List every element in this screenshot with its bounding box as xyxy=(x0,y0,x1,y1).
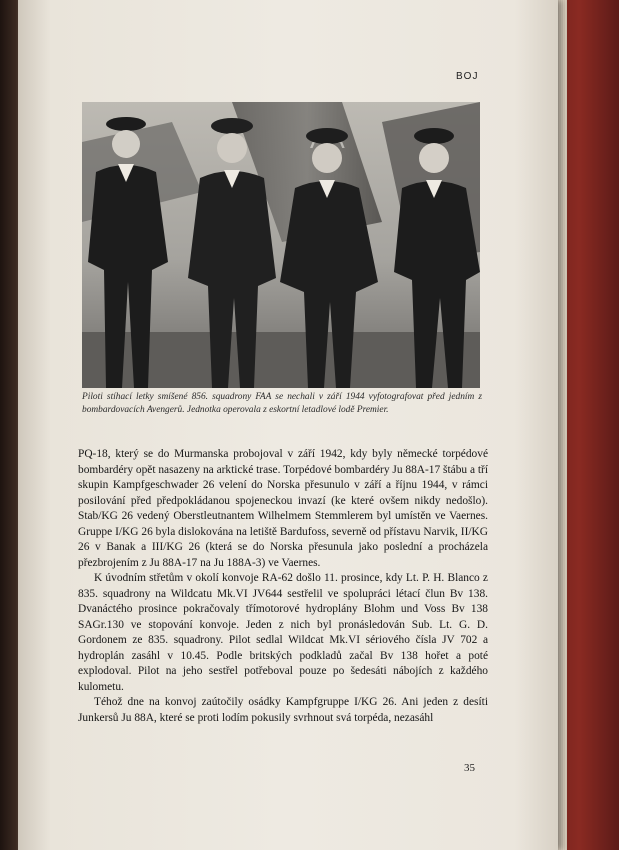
photo xyxy=(82,102,480,388)
body-text xyxy=(78,447,488,726)
paragraph: Téhož dne na konvoj zaútočily osádky Kampfgruppe I/KG 26. Ani jeden z desíti Junkersů Ju 88A, které se proti lodím pokusily svrhnout svá torpéda, nezasáhl xyxy=(78,696,488,724)
page-number: 35 xyxy=(464,762,475,774)
paragraph: PQ-18, který se do Murmanska probojoval v září 1942, kdy byly německé torpédové bombardéry opět nasazeny na arktické trase. Torpédové bombardéry Ju 88A-17 štábu a tří skupin Kampfgeschwader 26 velení do Norska přesunulo v září a říjnu 1944, v rámci posilování před předpokládanou spojeneckou invazí (ke které ovšem nikdy nedošlo). Stab/KG 26 vedený Oberstleutnantem Wilhelmem Stemmlerem byl umístěn ve Vaernes. Gruppe I/KG 26 byla dislokována na letiště Bardufoss, severně od přístavu Narvik, II/KG 26 v Banak a III/KG 26 (která se do Norska přesunula jako poslední a procházela přezbrojením z Ju 88A-17 na Ju 188A-3) ve Vaernes. xyxy=(78,448,488,569)
photo-caption: Piloti stíhací letky smíšené 856. squadrony FAA se nechali v září 1944 vyfotografovat před jedním z bombardovacích Avengerů. Jednotka operovala z eskortní letadlové lodě Premier. xyxy=(82,392,482,415)
running-head: BOJ xyxy=(456,71,479,82)
photo-four-pilots-icon xyxy=(82,102,480,388)
paragraph: K úvodním střetům v okolí konvoje RA-62 došlo 11. prosince, kdy Lt. P. H. Blanco z 835. squadrony na Wildcatu Mk.VI JV644 sestřelil ve spolupráci létací člun Bv 138. Dvanáctého prosince pokračovaly třímotorové hydroplány Blohm und Voss Bv 138 SAGr.130 ve stopování konvoje. Jeden z nich byl pronásledován Sub. Lt. G. D. Gordonem ze 835. squadrony. Pilot sedlal Wildcat Mk.VI sériového čísla JV 702 a hydroplán zasáhl v 10.45. Podle britských podkladů začal Bv 138 hořet a poté explodoval. Pilot na jeho sestřel potřeboval pouze po šedesáti nábojích z každého kulometu. xyxy=(78,572,488,693)
